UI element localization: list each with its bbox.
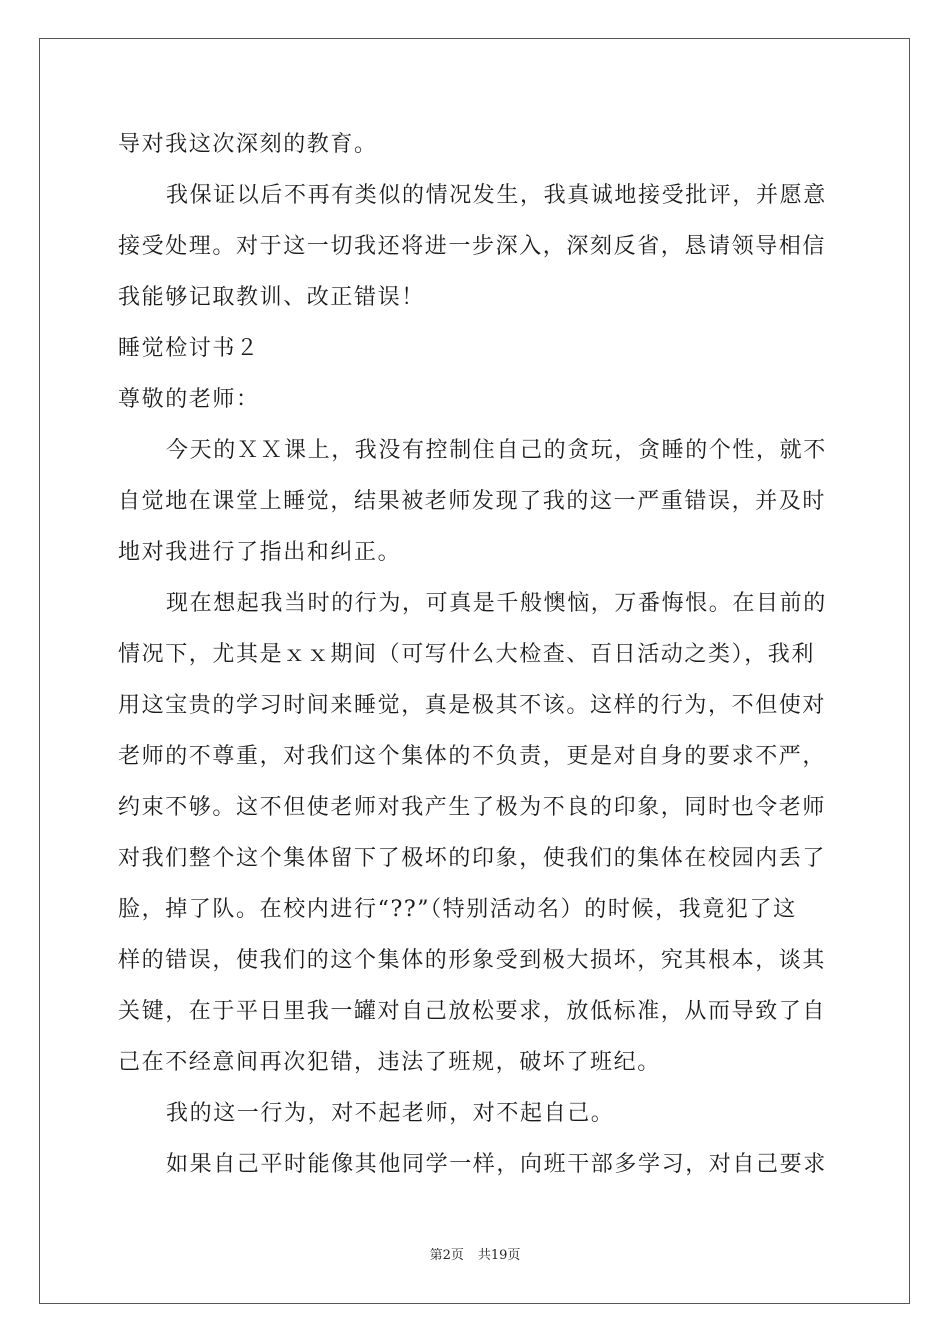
text-line: 现在想起我当时的行为，可真是千般懊恼，万番悔恨。在目前的 [166, 591, 827, 616]
text-line: 接受处理。对于这一切我还将进一步深入，深刻反省，恳请领导相信 [118, 234, 827, 259]
text-line: 用这宝贵的学习时间来睡觉，真是极其不该。这样的行为，不但使对 [118, 693, 827, 718]
text-line: 我保证以后不再有类似的情况发生，我真诚地接受批评，并愿意 [166, 183, 827, 208]
text-line: 导对我这次深刻的教育。 [118, 132, 378, 157]
text-line: 样的错误，使我们的这个集体的形象受到极大损坏，究其根本，谈其 [118, 948, 827, 973]
text-line: 如果自己平时能像其他同学一样，向班干部多学习，对自己要求 [166, 1152, 827, 1177]
text-line: 自觉地在课堂上睡觉，结果被老师发现了我的这一严重错误，并及时 [118, 489, 827, 514]
page-number: 第2页 [429, 1248, 464, 1263]
salutation: 尊敬的老师： [118, 387, 260, 412]
text-line: 老师的不尊重，对我们这个集体的不负责，更是对自身的要求不严， [118, 744, 827, 769]
text-line: 约束不够。这不但使老师对我产生了极为不良的印象，同时也令老师 [118, 795, 827, 820]
text-line: 己在不经意间再次犯错，违法了班规，破坏了班纪。 [118, 1050, 661, 1075]
page-total: 共19页 [477, 1248, 521, 1263]
text-line: 关键，在于平日里我一罐对自己放松要求，放低标准，从而导致了自 [118, 999, 827, 1024]
page-footer [0, 1247, 950, 1265]
text-line: 对我们整个这个集体留下了极坏的印象，使我们的集体在校园内丢了 [118, 846, 827, 871]
text-line: 地对我进行了指出和纠正。 [118, 540, 402, 565]
text-line: 脸，掉了队。在校内进行“??”（特别活动名）的时候，我竟犯了这 [118, 897, 797, 922]
text-line: 情况下，尤其是ｘｘ期间（可写什么大检查、百日活动之类），我利 [118, 642, 816, 667]
text-line: 我能够记取教训、改正错误！ [118, 285, 425, 310]
section-heading: 睡觉检讨书２ [118, 336, 260, 361]
text-line: 我的这一行为，对不起老师，对不起自己。 [166, 1101, 615, 1126]
text-line: 今天的ＸＸ课上，我没有控制住自己的贪玩，贪睡的个性，就不 [166, 438, 827, 463]
